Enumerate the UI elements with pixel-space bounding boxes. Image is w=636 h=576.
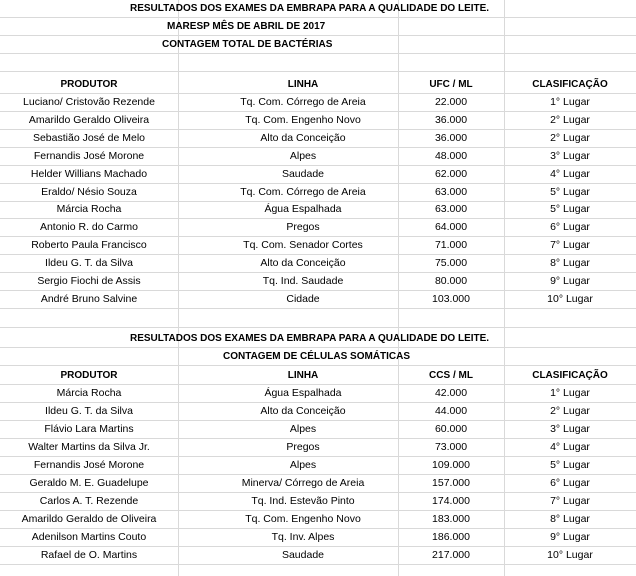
cell-value: 174.000 — [432, 495, 470, 507]
cell-value: 63.000 — [434, 185, 468, 198]
cell-produtor: Amarildo Geraldo Oliveira — [28, 113, 150, 126]
table-row — [0, 112, 636, 130]
cell-linha: Água Espalhada — [264, 203, 342, 216]
cell-linha: Alto da Conceição — [260, 257, 346, 270]
table-row — [0, 148, 636, 166]
cell-produtor: Márcia Rocha — [56, 203, 122, 216]
table-row — [0, 439, 636, 457]
cell-classificacao: 6° Lugar — [550, 221, 590, 234]
cell-produtor: Márcia Rocha — [56, 387, 122, 399]
header-ccs: CCS / ML — [429, 370, 473, 381]
header-classificacao: CLASIFICAÇÃO — [532, 370, 608, 381]
cell-linha: Tq. Ind. Saudade — [262, 275, 344, 287]
cell-produtor: Geraldo M. E. Guadelupe — [29, 477, 149, 489]
cell-produtor: Carlos A. T. Rezende — [39, 495, 139, 507]
empty-row — [0, 54, 636, 72]
cell-classificacao: 8° Lugar — [550, 257, 590, 270]
table-row — [0, 255, 636, 273]
cell-value: 62.000 — [434, 167, 468, 180]
cell-value: 103.000 — [432, 292, 470, 305]
cell-value: 186.000 — [432, 531, 470, 543]
title-row — [0, 330, 636, 348]
cell-linha: Tq. Inv. Alpes — [271, 531, 335, 543]
table-row — [0, 475, 636, 493]
cell-linha: Alto da Conceição — [260, 405, 346, 417]
cell-value: 71.000 — [434, 239, 468, 252]
table-row — [0, 130, 636, 148]
cell-classificacao: 3° Lugar — [550, 423, 590, 435]
table-row — [0, 166, 636, 184]
header-linha: LINHA — [287, 79, 319, 90]
cell-produtor: Fernandis José Morone — [33, 149, 145, 162]
cell-value: 36.000 — [434, 131, 468, 144]
cell-produtor: Adenilson Martins Couto — [31, 531, 147, 543]
table-row — [0, 457, 636, 475]
cell-linha: Água Espalhada — [264, 387, 342, 399]
table-row — [0, 403, 636, 421]
cell-classificacao: 10° Lugar — [547, 292, 593, 305]
cell-linha: Cidade — [286, 292, 320, 305]
cell-linha: Pregos — [286, 441, 320, 453]
cell-linha: Alpes — [289, 149, 317, 162]
cell-value: 48.000 — [434, 149, 468, 162]
title-row — [0, 18, 636, 36]
cell-value: 183.000 — [432, 513, 470, 525]
table-row — [0, 273, 636, 291]
cell-linha: Tq. Com. Senador Cortes — [243, 239, 363, 252]
cell-produtor: Antonio R. do Carmo — [39, 221, 139, 234]
cell-linha: Tq. Com. Córrego de Areia — [240, 185, 366, 198]
cell-produtor: Rafael de O. Martins — [40, 549, 138, 561]
title-row — [0, 348, 636, 366]
cell-linha: Tq. Ind. Estevão Pinto — [251, 495, 355, 507]
cell-classificacao: 2° Lugar — [550, 131, 590, 144]
cell-linha: Pregos — [286, 221, 320, 234]
cell-linha: Tq. Com. Engenho Novo — [245, 513, 361, 525]
cell-classificacao: 9° Lugar — [550, 531, 590, 543]
cell-produtor: Luciano/ Cristovão Rezende — [23, 96, 155, 108]
header-ufc: UFC / ML — [429, 79, 473, 90]
cell-value: 63.000 — [434, 203, 468, 216]
cell-linha: Minerva/ Córrego de Areia — [241, 477, 365, 489]
table-row — [0, 219, 636, 237]
section1-subtitle: MARESP MÊS DE ABRIL DE 2017 — [167, 21, 326, 32]
table-row — [0, 547, 636, 565]
title-row — [0, 0, 636, 18]
cell-produtor: Roberto Paula Francisco — [31, 239, 147, 252]
table-row — [0, 385, 636, 403]
cell-produtor: Ildeu G. T. da Silva — [45, 405, 133, 417]
cell-value: 36.000 — [434, 113, 468, 126]
table-header-row — [0, 76, 636, 94]
cell-linha: Alpes — [289, 423, 317, 435]
header-produtor: PRODUTOR — [60, 370, 118, 381]
cell-produtor: Fernandis José Morone — [33, 459, 145, 471]
cell-value: 64.000 — [434, 221, 468, 234]
cell-classificacao: 8° Lugar — [550, 513, 590, 525]
cell-classificacao: 3° Lugar — [550, 149, 590, 162]
cell-classificacao: 6° Lugar — [550, 477, 590, 489]
cell-classificacao: 9° Lugar — [550, 275, 590, 287]
table-row — [0, 511, 636, 529]
table-row — [0, 421, 636, 439]
cell-classificacao: 2° Lugar — [550, 113, 590, 126]
cell-value: 80.000 — [434, 275, 468, 287]
table-row — [0, 94, 636, 112]
header-linha: LINHA — [287, 370, 319, 381]
cell-produtor: Walter Martins da Silva Jr. — [28, 441, 150, 453]
cell-classificacao: 1° Lugar — [550, 387, 590, 399]
cell-produtor: Sergio Fiochi de Assis — [37, 275, 141, 287]
table-row — [0, 493, 636, 511]
cell-value: 22.000 — [434, 96, 468, 108]
cell-classificacao: 4° Lugar — [550, 167, 590, 180]
cell-linha: Alpes — [289, 459, 317, 471]
table-row — [0, 201, 636, 219]
header-produtor: PRODUTOR — [60, 79, 118, 90]
cell-value: 217.000 — [432, 549, 470, 561]
cell-produtor: Sebastião José de Melo — [32, 131, 146, 144]
cell-value: 73.000 — [434, 441, 468, 453]
cell-classificacao: 10° Lugar — [547, 549, 593, 561]
cell-classificacao: 1° Lugar — [550, 96, 590, 108]
section1-subtitle2: CONTAGEM TOTAL DE BACTÉRIAS — [162, 39, 333, 50]
cell-value: 157.000 — [432, 477, 470, 489]
cell-linha: Tq. Com. Córrego de Areia — [240, 96, 366, 108]
empty-row — [0, 310, 636, 328]
cell-classificacao: 7° Lugar — [550, 495, 590, 507]
title-row — [0, 36, 636, 54]
cell-classificacao: 4° Lugar — [550, 441, 590, 453]
cell-classificacao: 2° Lugar — [550, 405, 590, 417]
cell-produtor: Ildeu G. T. da Silva — [45, 257, 133, 270]
cell-produtor: André Bruno Salvine — [40, 292, 138, 305]
cell-value: 109.000 — [432, 459, 470, 471]
section1-title: RESULTADOS DOS EXAMES DA EMBRAPA PARA A QUALIDADE DO LEITE. — [130, 3, 490, 14]
cell-value: 75.000 — [434, 257, 468, 270]
cell-classificacao: 5° Lugar — [550, 459, 590, 471]
cell-linha: Saudade — [281, 167, 325, 180]
cell-classificacao: 5° Lugar — [550, 203, 590, 216]
cell-produtor: Eraldo/ Nésio Souza — [41, 185, 137, 198]
table-row — [0, 237, 636, 255]
table-header-row — [0, 367, 636, 385]
table-row — [0, 291, 636, 309]
cell-produtor: Flávio Lara Martins — [44, 423, 134, 435]
cell-linha: Tq. Com. Engenho Novo — [245, 113, 361, 126]
cell-produtor: Helder Willians Machado — [30, 167, 148, 180]
header-classificacao: CLASIFICAÇÃO — [532, 79, 608, 90]
cell-value: 44.000 — [434, 405, 468, 417]
cell-linha: Alto da Conceição — [260, 131, 346, 144]
cell-classificacao: 7° Lugar — [550, 239, 590, 252]
cell-produtor: Amarildo Geraldo de Oliveira — [21, 513, 157, 525]
section2-title: RESULTADOS DOS EXAMES DA EMBRAPA PARA A QUALIDADE DO LEITE. — [130, 333, 490, 344]
cell-linha: Saudade — [281, 549, 325, 561]
section2-subtitle: CONTAGEM DE CÉLULAS SOMÁTICAS — [223, 351, 411, 362]
cell-value: 42.000 — [434, 387, 468, 399]
table-row — [0, 184, 636, 202]
cell-classificacao: 5° Lugar — [550, 185, 590, 198]
table-row — [0, 529, 636, 547]
cell-value: 60.000 — [434, 423, 468, 435]
